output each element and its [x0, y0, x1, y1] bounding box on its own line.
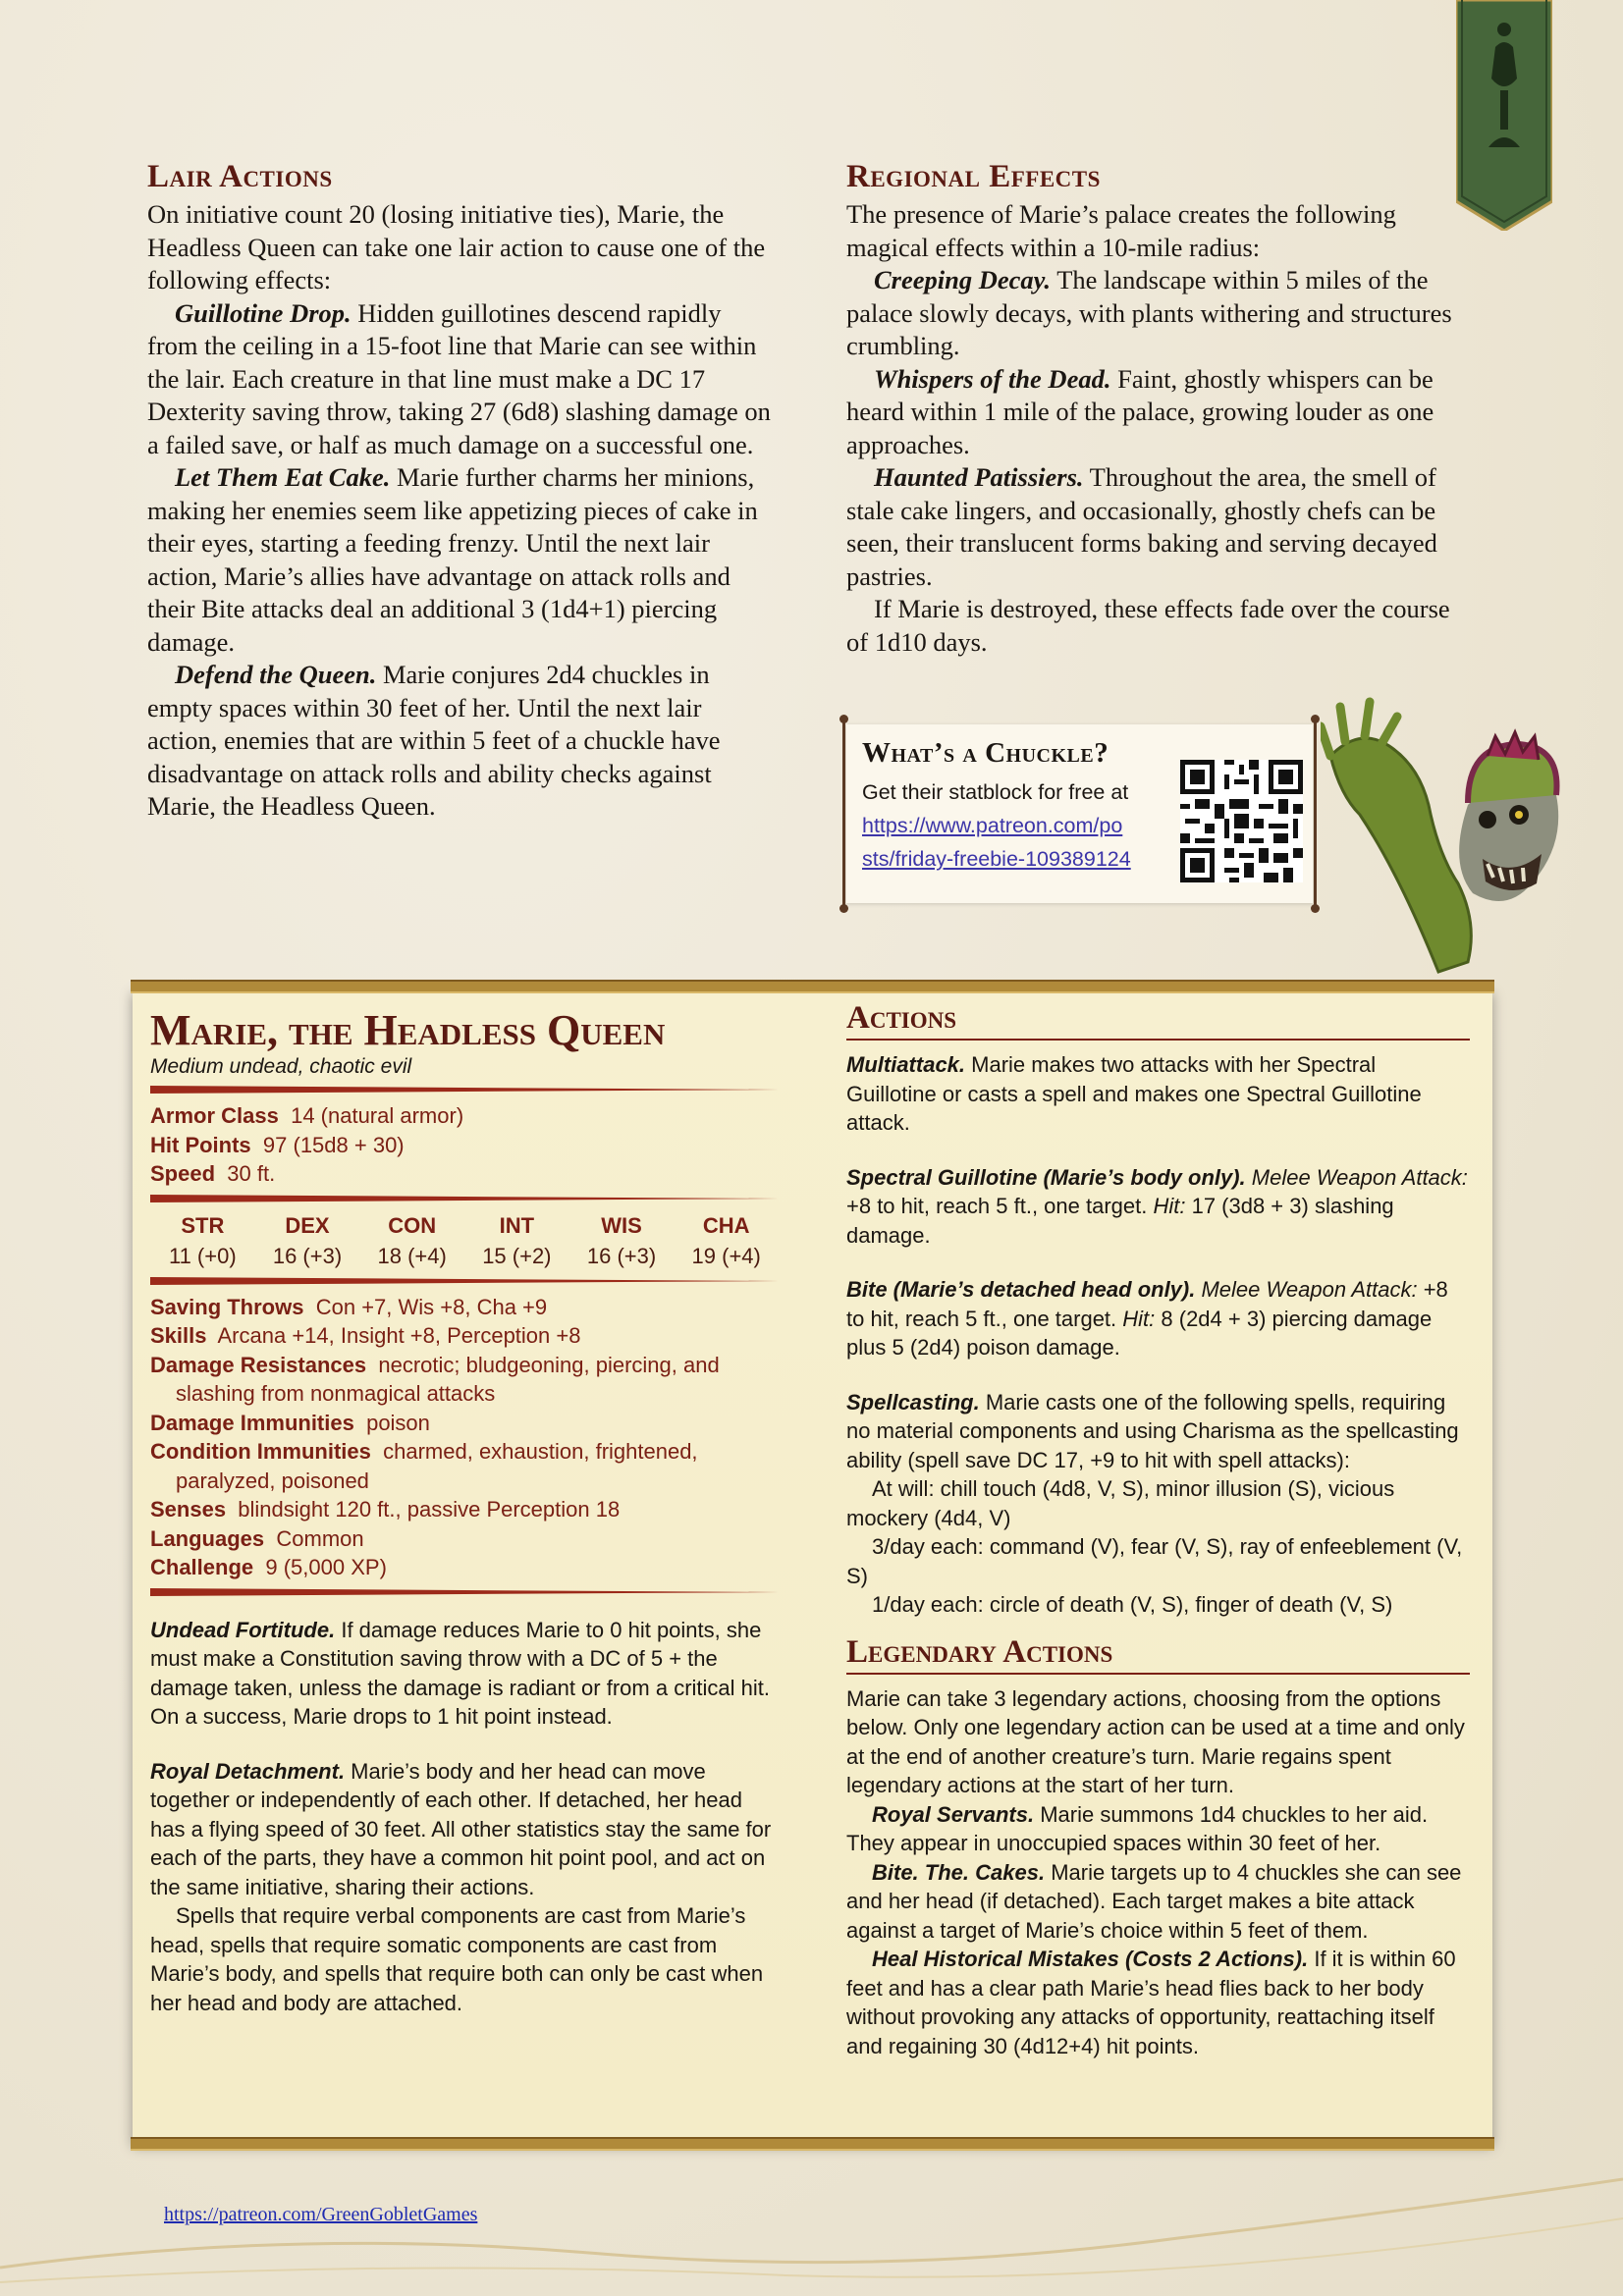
speed: Speed 30 ft.: [150, 1161, 276, 1186]
box-rail: [1314, 719, 1317, 909]
saving-throws: Saving Throws Con +7, Wis +8, Cha +9: [150, 1294, 548, 1319]
lair-item: Let Them Eat Cake. Marie further charms her minions, making her enemies seem like appetizing pieces of cake in their eyes, starting a feeding frenzy. Until the next lair action, Marie’s allies have advantage on attack rolls and their Bite attacks deal an additional 3 (1d4+1) piercing damage.: [147, 462, 758, 657]
ability-wis: WIS 16 (+3): [586, 1212, 657, 1268]
rail-dot: [839, 904, 848, 913]
lair-intro: On initiative count 20 (losing initiative ties), Marie, the Headless Queen can take one lair action to cause one of the following effects:: [147, 199, 766, 294]
statblock-top-bar: [131, 980, 1494, 993]
chuckle-desc: Get their statblock for free at: [862, 780, 1129, 804]
trait-royal-detachment: Royal Detachment. Marie’s body and her head can move together or independently of each other. If detached, her head has a flying speed of 30 feet. All other statistics stay the same for each of the parts, they have a common hit point pool, and act on the same initiative, sharing their actions.: [150, 1758, 772, 1899]
divider: [150, 1588, 779, 1596]
chuckle-title: What’s a Chuckle?: [862, 737, 1109, 769]
spell-line: At will: chill touch (4d8, V, S), minor illusion (S), vicious mockery (4d4, V): [846, 1476, 1395, 1530]
regional-intro: The presence of Marie’s palace creates the following magical effects within a 10-mile radius:: [846, 199, 1396, 262]
statblock-left-column: [150, 1007, 779, 2017]
creature-type: Medium undead, chaotic evil: [150, 1055, 412, 1078]
senses: Senses blindsight 120 ft., passive Perception 18: [150, 1497, 621, 1522]
lair-actions-section: [147, 157, 776, 824]
action-spectral-guillotine: Spectral Guillotine (Marie’s body only). Melee Weapon Attack: +8 to hit, reach 5 ft., one target. Hit: 17 (3d8 + 3) slashing damage.: [846, 1164, 1468, 1248]
statblock-bottom-bar: [131, 2137, 1494, 2151]
patreon-link[interactable]: https://www.patreon.com/po sts/friday-freebie-109389124: [862, 814, 1131, 871]
creature-name: Marie, the Headless Queen: [150, 1006, 666, 1054]
spell-line: 1/day each: circle of death (V, S), finger of death (V, S): [872, 1592, 1393, 1617]
lair-item: Guillotine Drop. Hidden guillotines descend rapidly from the ceiling in a 15-foot line that Marie can see within the lair. Each creature in that line must make a DC 17 Dexterity saving throw, taking 27 (6d8) slashing damage on a failed save, or half as much damage on a successful one.: [147, 297, 771, 459]
footer-patreon-link[interactable]: https://patreon.com/GreenGobletGames: [164, 2204, 478, 2225]
trait-undead-fortitude: Undead Fortitude. If damage reduces Marie to 0 hit points, she must make a Constitution saving throw with a DC of 5 + the damage taken, unless the damage is radiant or from a critical hit. On a success, Marie drops to 1 hit point instead.: [150, 1617, 770, 1729]
regional-item: Haunted Patissiers. Throughout the area, the smell of stale cake lingers, and occasionally, ghostly chefs can be seen, their translucent forms baking and serving decayed pastries.: [846, 462, 1437, 591]
languages: Languages Common: [150, 1525, 364, 1551]
action-spellcasting: Spellcasting. Marie casts one of the following spells, requiring no material components and using Charisma as the spellcasting ability (spell save DC 17, +9 to hit with spell attacks):: [846, 1389, 1459, 1472]
action-bite: Bite (Marie’s detached head only). Melee Weapon Attack: +8 to hit, reach 5 ft., one target. Hit: 8 (2d4 + 3) piercing damage plus 5 (2d4) poison damage.: [846, 1277, 1448, 1360]
ability-cha: CHA 19 (+4): [691, 1212, 761, 1268]
ability-con: CON 18 (+4): [377, 1212, 447, 1268]
trait-royal-detachment-extra: Spells that require verbal components are cast from Marie’s head, spells that require somatic components are cast from Marie’s body, and spells that require both can only be cast when her head and body are attached.: [150, 1903, 764, 2015]
legendary-item: Royal Servants. Marie summons 1d4 chuckles to her aid. They appear in unoccupied spaces within 30 feet of her.: [846, 1801, 1429, 1855]
regional-effects-section: [846, 157, 1475, 659]
chuckle-sidebar: [846, 724, 1313, 903]
chuckle-creature-illustration: [1321, 687, 1566, 982]
rail-dot: [839, 715, 848, 723]
actions-title: Actions: [846, 999, 1470, 1041]
lair-actions-title: Lair Actions: [147, 159, 333, 194]
statblock-right-column: [846, 999, 1470, 2060]
action-multiattack: Multiattack. Marie makes two attacks with her Spectral Guillotine or casts a spell and makes one Spectral Guillotine attack.: [846, 1052, 1422, 1135]
regional-item: Whispers of the Dead. Faint, ghostly whispers can be heard within 1 mile of the palace, growing louder as one approaches.: [846, 363, 1434, 459]
box-rail: [842, 719, 845, 909]
skills: Skills Arcana +14, Insight +8, Perception +8: [150, 1323, 581, 1348]
divider: [150, 1195, 779, 1202]
armor-class: Armor Class 14 (natural armor): [150, 1103, 464, 1128]
chuckle-text: [862, 775, 1166, 876]
divider: [150, 1277, 779, 1285]
regional-effects-title: Regional Effects: [846, 159, 1101, 194]
damage-resistances: Damage Resistances necrotic; bludgeoning, piercing, and slashing from nonmagical attacks: [150, 1352, 720, 1406]
qr-code-icon[interactable]: [1180, 760, 1303, 882]
statblock: [133, 988, 1492, 2141]
challenge: Challenge 9 (5,000 XP): [150, 1555, 387, 1579]
legendary-intro: Marie can take 3 legendary actions, choosing from the options below. Only one legendary action can be used at a time and only at the end of another creature’s turn. Marie regains spent legendary actions at the start of her turn.: [846, 1685, 1465, 1797]
lair-item: Defend the Queen. Marie conjures 2d4 chuckles in empty spaces within 30 feet of her. Until the next lair action, enemies that are within 5 feet of a chuckle have disadvantage on attack rolls and ability checks against Marie, the Headless Queen.: [147, 660, 721, 821]
ability-int: INT 15 (+2): [482, 1212, 552, 1268]
spell-line: 3/day each: command (V), fear (V, S), ray of enfeeblement (V, S): [846, 1534, 1463, 1588]
condition-immunities: Condition Immunities charmed, exhaustion, frightened, paralyzed, poisoned: [150, 1439, 698, 1493]
legendary-item: Heal Historical Mistakes (Costs 2 Actions). If it is within 60 feet and has a clear path Marie’s head flies back to her body without provoking any attacks of opportunity, reattaching itself and regaining 30 (4d12+4) hit points.: [846, 1947, 1456, 2058]
regional-closing: If Marie is destroyed, these effects fade over the course of 1d10 days.: [846, 594, 1450, 657]
rail-dot: [1311, 715, 1320, 723]
ability-dex: DEX 16 (+3): [272, 1212, 343, 1268]
legendary-item: Bite. The. Cakes. Marie targets up to 4 chuckles she can see and her head (if detached). Each target makes a bite attack against a target of Marie’s choice within 5 feet of them.: [846, 1859, 1462, 1943]
ability-str: STR 11 (+0): [168, 1212, 237, 1268]
ability-scores: [150, 1210, 779, 1271]
legendary-actions-title: Legendary Actions: [846, 1633, 1470, 1675]
hit-points: Hit Points 97 (15d8 + 30): [150, 1132, 405, 1157]
footer-swirl: [0, 2160, 1623, 2296]
rail-dot: [1311, 904, 1320, 913]
divider: [150, 1086, 779, 1094]
damage-immunities: Damage Immunities poison: [150, 1410, 430, 1435]
regional-item: Creeping Decay. The landscape within 5 miles of the palace slowly decays, with plants withering and structures crumbling.: [846, 265, 1452, 360]
